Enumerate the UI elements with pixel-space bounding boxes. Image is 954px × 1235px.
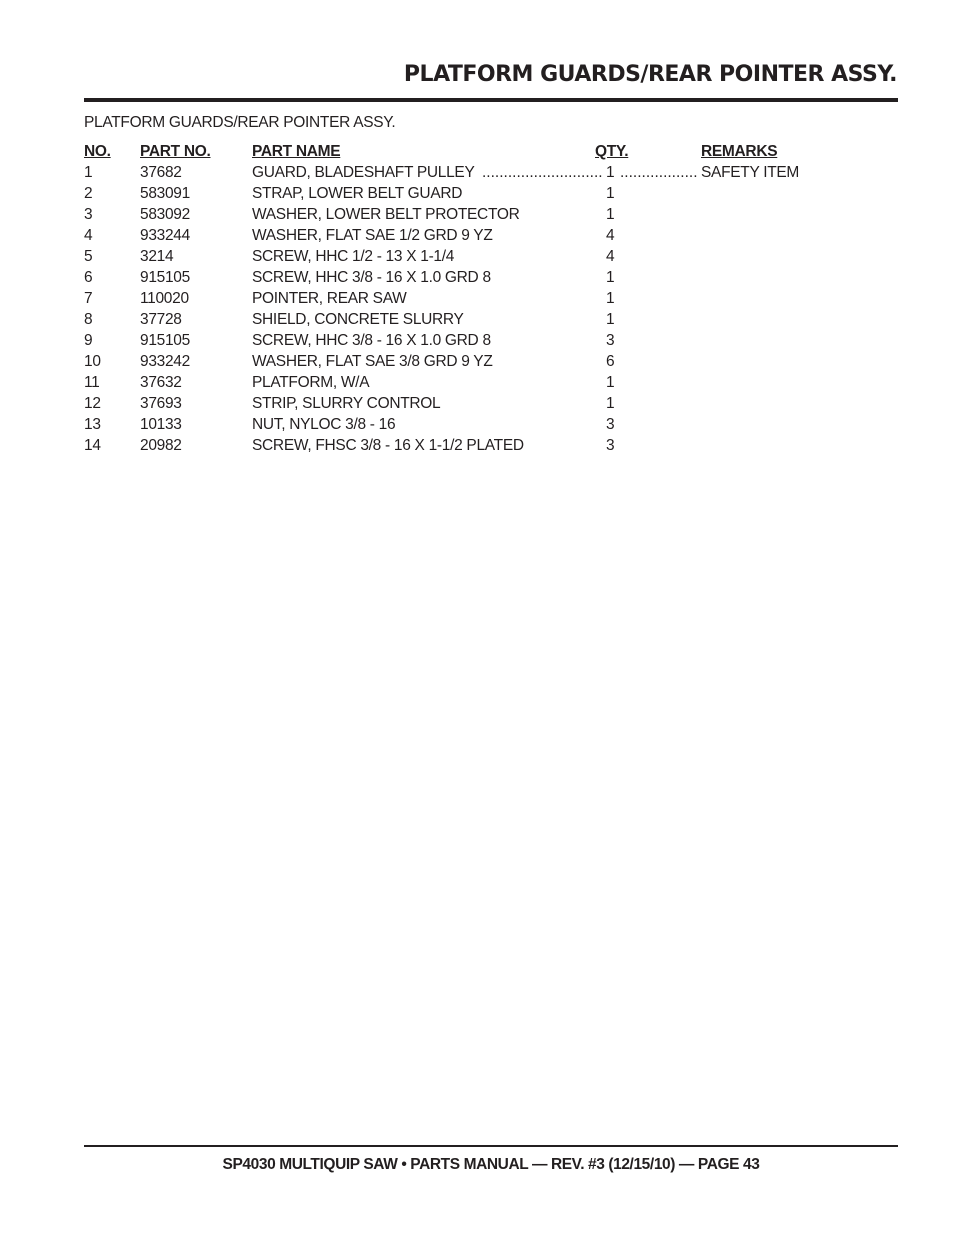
table-row xyxy=(84,162,824,183)
part-remarks: SAFETY ITEM xyxy=(701,164,800,181)
part-qty: 6 xyxy=(606,353,615,370)
part-number: 37728 xyxy=(140,311,182,328)
parts-table xyxy=(84,141,824,456)
part-number: 933242 xyxy=(140,353,190,370)
table-row xyxy=(84,204,824,225)
part-qty: 4 xyxy=(606,248,615,265)
table-body xyxy=(84,162,824,456)
part-number: 583091 xyxy=(140,185,190,202)
leader-dots: .................. xyxy=(620,164,698,181)
part-qty: 1 xyxy=(606,374,615,391)
part-name: POINTER, REAR SAW xyxy=(252,290,407,307)
table-row xyxy=(84,414,824,435)
table-header-row xyxy=(84,141,824,162)
part-number-index: 3 xyxy=(84,206,93,223)
table-row xyxy=(84,267,824,288)
part-qty: 1 xyxy=(606,290,615,307)
section-title: PLATFORM GUARDS/REAR POINTER ASSY. xyxy=(84,114,396,131)
part-name: WASHER, FLAT SAE 3/8 GRD 9 YZ xyxy=(252,353,493,370)
part-number: 37693 xyxy=(140,395,182,412)
part-number: 37632 xyxy=(140,374,182,391)
part-number: 10133 xyxy=(140,416,182,433)
header-no: NO. xyxy=(84,143,111,160)
header-remarks: REMARKS xyxy=(701,143,778,160)
part-qty: 3 xyxy=(606,437,615,454)
part-number-index: 12 xyxy=(84,395,101,412)
part-number: 933244 xyxy=(140,227,190,244)
part-name: SCREW, HHC 1/2 - 13 X 1-1/4 xyxy=(252,248,455,265)
part-name: SCREW, HHC 3/8 - 16 X 1.0 GRD 8 xyxy=(252,332,491,349)
table-row xyxy=(84,225,824,246)
top-divider xyxy=(84,98,898,102)
part-number: 110020 xyxy=(140,290,189,307)
part-qty: 1 xyxy=(606,311,615,328)
part-number-index: 14 xyxy=(84,437,101,454)
part-name: SHIELD, CONCRETE SLURRY xyxy=(252,311,464,328)
part-number-index: 8 xyxy=(84,311,93,328)
part-number: 583092 xyxy=(140,206,190,223)
part-qty: 3 xyxy=(606,332,615,349)
part-qty: 1 xyxy=(606,395,615,412)
header-qty: QTY. xyxy=(595,143,629,160)
part-qty: 1 xyxy=(606,269,615,286)
header-part-name: PART NAME xyxy=(252,143,341,160)
part-number-index: 7 xyxy=(84,290,93,307)
part-number: 37682 xyxy=(140,164,182,181)
part-number: 20982 xyxy=(140,437,182,454)
part-name: WASHER, LOWER BELT PROTECTOR xyxy=(252,206,520,223)
table-row xyxy=(84,330,824,351)
leader-dots: ............................ xyxy=(482,164,603,181)
header-part-no: PART NO. xyxy=(140,143,211,160)
part-name: NUT, NYLOC 3/8 - 16 xyxy=(252,416,396,433)
part-number: 915105 xyxy=(140,269,190,286)
part-number-index: 6 xyxy=(84,269,93,286)
part-number-index: 9 xyxy=(84,332,93,349)
part-qty: 1 xyxy=(606,185,615,202)
page-footer: SP4030 MULTIQUIP SAW • PARTS MANUAL — REV. #3 (12/15/10) — PAGE 43 xyxy=(222,1156,760,1173)
part-number-index: 11 xyxy=(84,374,100,391)
table-row xyxy=(84,393,824,414)
table-row xyxy=(84,372,824,393)
part-name: WASHER, FLAT SAE 1/2 GRD 9 YZ xyxy=(252,227,493,244)
part-name: GUARD, BLADESHAFT PULLEY xyxy=(252,164,475,181)
part-qty: 4 xyxy=(606,227,615,244)
part-number-index: 13 xyxy=(84,416,101,433)
bottom-divider xyxy=(84,1145,898,1147)
part-qty: 1 xyxy=(606,164,615,181)
table-row xyxy=(84,288,824,309)
part-name: STRIP, SLURRY CONTROL xyxy=(252,395,441,412)
part-qty: 1 xyxy=(606,206,615,223)
part-number-index: 1 xyxy=(84,164,93,181)
table-row xyxy=(84,309,824,330)
part-number: 915105 xyxy=(140,332,190,349)
part-name: SCREW, HHC 3/8 - 16 X 1.0 GRD 8 xyxy=(252,269,491,286)
table-row xyxy=(84,246,824,267)
part-name: PLATFORM, W/A xyxy=(252,374,370,391)
table-row xyxy=(84,351,824,372)
part-name: SCREW, FHSC 3/8 - 16 X 1-1/2 PLATED xyxy=(252,437,524,454)
part-number-index: 2 xyxy=(84,185,93,202)
part-qty: 3 xyxy=(606,416,615,433)
table-row xyxy=(84,183,824,204)
page-title: PLATFORM GUARDS/REAR POINTER ASSY. xyxy=(403,62,897,87)
table-row xyxy=(84,435,824,456)
part-number-index: 10 xyxy=(84,353,101,370)
part-number-index: 5 xyxy=(84,248,93,265)
part-number: 3214 xyxy=(140,248,174,265)
part-number-index: 4 xyxy=(84,227,93,244)
part-name: STRAP, LOWER BELT GUARD xyxy=(252,185,463,202)
